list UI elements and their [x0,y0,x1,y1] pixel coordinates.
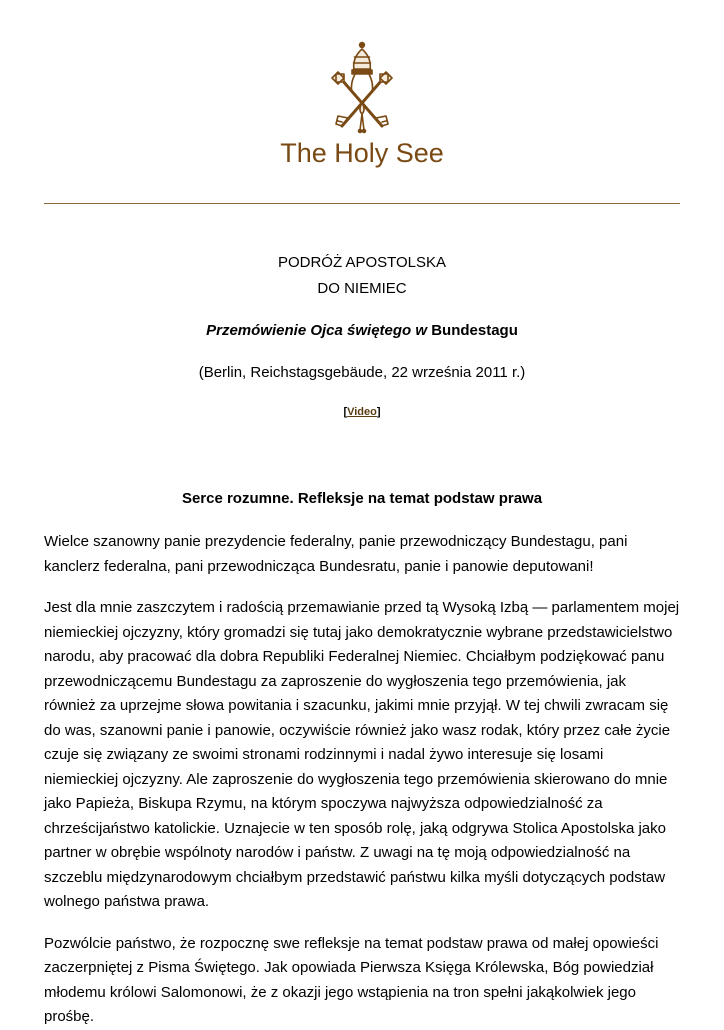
paragraph: Pozwólcie państwo, że rozpocznę swe refleksje na temat podstaw prawa od małej opowieści zaczerpniętej z Pisma Świętego. Jak opowiada Pierwsza Księga Królewska, Bóg powiedział młodemu królowi Salomonowi, że z okazji jego wstąpienia na tron spełni jakąkolwiek jego prośbę. [44,934,659,1025]
trip-heading-line-1: PODRÓŻ APOSTOLSKA [277,254,447,271]
header-divider [44,203,680,204]
page-header [0,0,724,210]
trip-heading-line-2: DO NIEMIEC [317,280,407,297]
video-bracket-open: [ [343,406,348,418]
video-bracket-close: ] [376,406,381,418]
paragraph: Jest dla mnie zaszczytem i radością przemawianie przed tą Wysoką Izbą — parlamentem mojej niemieckiej ojczyzny, który gromadzi się tutaj jako demokratycznie wybrane przedstawicielstwo narodu, aby pracować dla dobra Republiki Federalnej Niemiec. Chciałbym podziękować panu przewodniczącemu Bundestagu za zaproszenie do wygłoszenia tego przemówienia, jak również za uprzejme słowa powitania i szacunku, jakimi mnie przyjął. W tej chwili zwracam się do was, szanowni panie i panowie, oczywiście również jako wasz rodak, który przez całe życie czuje się związany ze swoimi stronami rodzinnymi i nadal żywo interesuje się losami niemieckiej ojczyzny. Ale zaproszenie do wygłoszenia tego przemówienia skierowano do mnie jako Papieża, Biskupa Rzymu, na którym spoczywa najwyższa odpowiedzialność za chrześcijaństwo katolickie. Uznajecie w ten sposób rolę, jaką odgrywa Stolica Apostolska jako partner w obrębie wspólnoty narodów i państw. Z uwagi na tę moją odpowiedzialność na szczeblu międzynarodowym chciałbym przedstawić państwu kilka myśli dotyczących podstaw wolnego państwa prawa. [44,599,680,910]
video-link[interactable]: Video [347,406,377,418]
speech-title-bold: Bundestagu [427,322,518,339]
papal-coat-of-arms-icon[interactable] [322,40,402,136]
site-title[interactable]: The Holy See [280,138,444,168]
dateline: (Berlin, Reichstagsgebäude, 22 września 2011 r.) [198,364,526,381]
speech-title [44,318,680,344]
paragraph: Wielce szanowny panie prezydencie federalny, panie przewodniczący Bundestagu, pani kanclerz federalna, pani przewodnicząca Bundesratu, panie i panowie deputowani! [44,533,628,575]
speech-title-italic: Przemówienie Ojca świętego w [206,322,428,339]
section-title: Serce rozumne. Refleksje na temat podstaw prawa [181,490,543,507]
video-link-line [44,404,680,420]
document-body [44,250,680,1030]
